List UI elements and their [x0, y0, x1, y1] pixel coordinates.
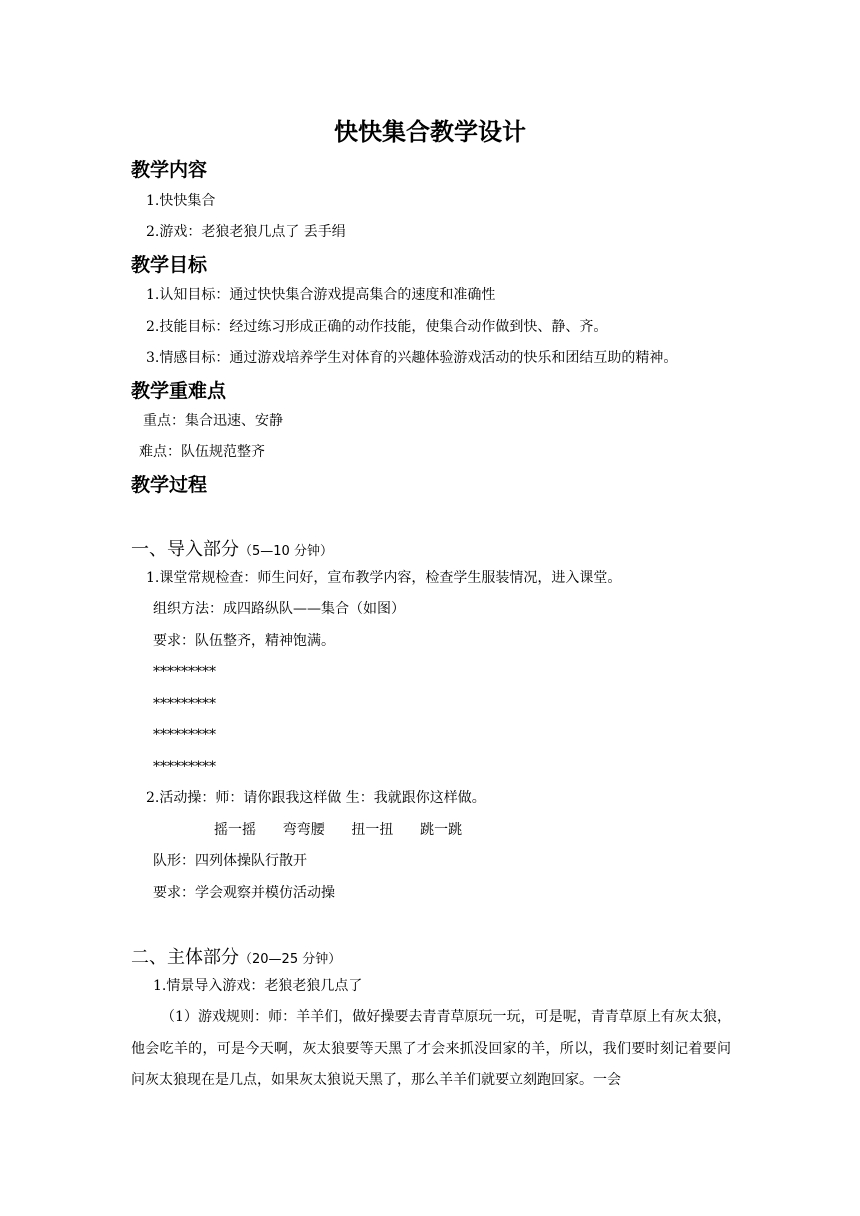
part2-heading	[131, 943, 341, 969]
heading-teaching-process: 教学过程	[131, 474, 208, 496]
activity-moves: 摇一摇 弯弯腰 扭一扭 跳一跳	[214, 822, 463, 838]
part2-line-1: 1.情景导入游戏：老狼老狼几点了	[153, 978, 363, 994]
key-point: 重点：集合迅速、安静	[143, 413, 283, 429]
difficult-point: 难点：队伍规范整齐	[139, 444, 265, 460]
goal-item-2: 2.技能目标：经过练习形成正确的动作技能，使集合动作做到快、静、齐。	[146, 319, 608, 335]
heading-teaching-content: 教学内容	[131, 159, 208, 181]
heading-teaching-goals: 教学目标	[131, 254, 208, 276]
part1-line-8: 2.活动操：师：请你跟我这样做 生：我就跟你这样做。	[146, 790, 486, 806]
part1-title: 一、导入部分	[131, 539, 239, 560]
goal-item-3: 3.情感目标：通过游戏培养学生对体育的兴趣体验游戏活动的快乐和团结互助的精神。	[146, 350, 678, 366]
content-item-2: 2.游戏：老狼老狼几点了 丢手绢	[146, 224, 346, 240]
part1-line-10: 队形：四列体操队行散开	[153, 853, 307, 869]
part2-title: 二、主体部分	[131, 947, 239, 968]
formation-row-1: *********	[153, 664, 216, 680]
game-rules-paragraph: （1）游戏规则：师：羊羊们，做好操要去青青草原玩一玩，可是呢，青青草原上有灰太狼，他会吃羊的，可是今天啊，灰太狼要等天黑了才会来抓没回家的羊，所以，我们要时刻记着要问问灰太狼现在是几点，如果灰太狼说天黑了，那么羊羊们就要立刻跑回家。一会	[131, 1009, 731, 1088]
part1-line-11: 要求：学会观察并模仿活动操	[153, 885, 335, 901]
goal-item-1: 1.认知目标：通过快快集合游戏提高集合的速度和准确性	[146, 287, 496, 303]
formation-row-2: *********	[153, 696, 216, 712]
part1-line-2: 组织方法：成四路纵队——集合（如图）	[153, 601, 405, 617]
part2-duration: （20—25 分钟）	[239, 952, 342, 967]
part1-heading	[131, 535, 333, 561]
part1-duration: （5—10 分钟）	[239, 544, 333, 559]
heading-key-points: 教学重难点	[131, 380, 227, 402]
part1-line-3: 要求：队伍整齐，精神饱满。	[153, 633, 335, 649]
page-title: 快快集合教学设计	[334, 118, 526, 146]
part1-line-1: 1.课堂常规检查：师生问好，宣布教学内容，检查学生服装情况，进入课堂。	[146, 570, 622, 586]
formation-row-4: *********	[153, 759, 216, 775]
content-item-1: 1.快快集合	[146, 193, 216, 209]
formation-row-3: *********	[153, 727, 216, 743]
